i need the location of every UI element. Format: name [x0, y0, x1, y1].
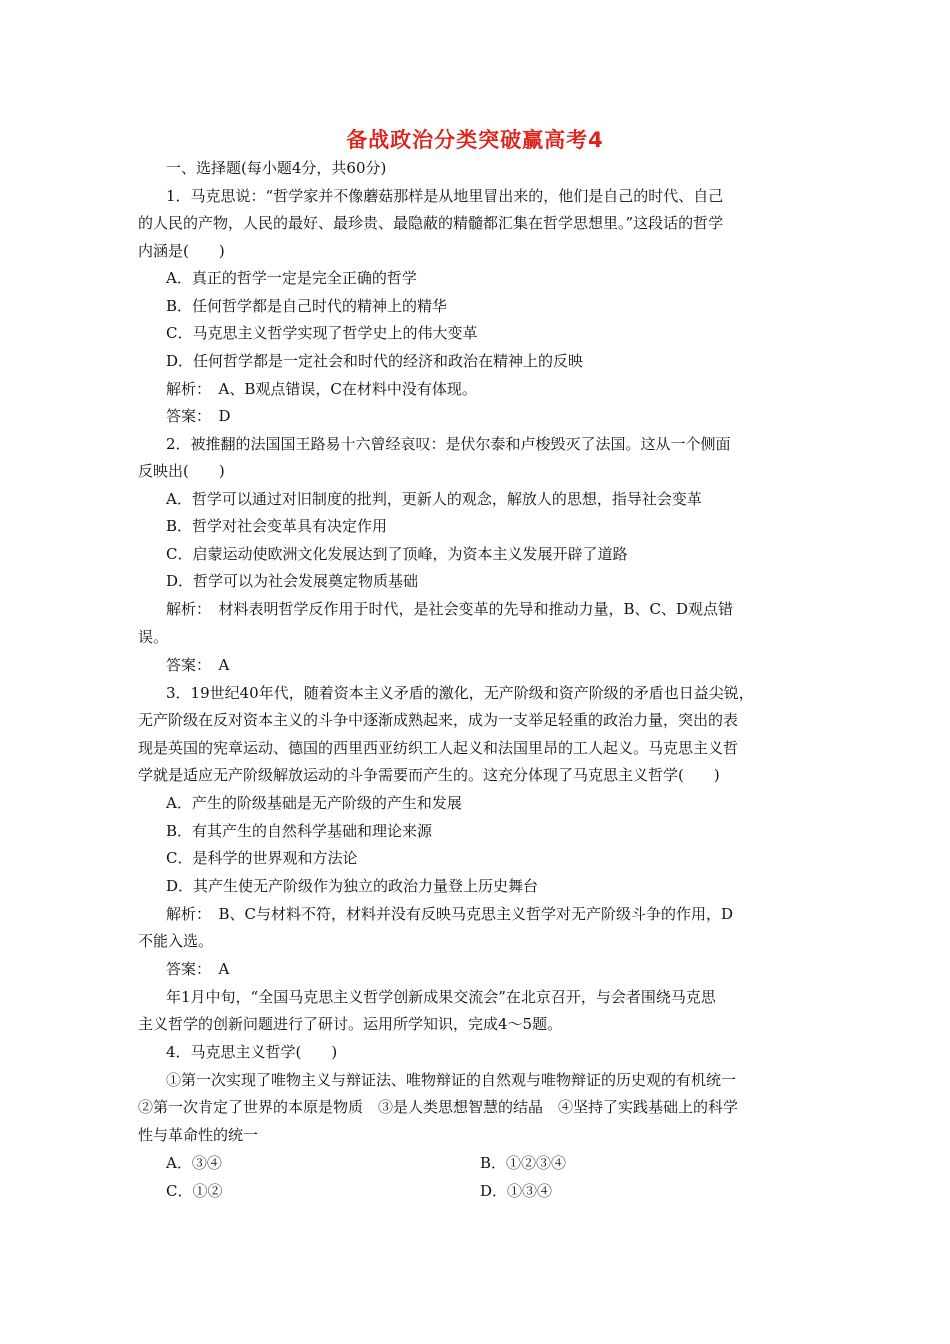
q1-stem-line2: 的人民的产物，人民的最好、最珍贵、最隐蔽的精髓都汇集在哲学思想里。”这段话的哲学 — [138, 214, 724, 232]
q1-explanation: 解析： A、B观点错误，C在材料中没有体现。 — [166, 380, 477, 398]
q1-stem-line3: 内涵是( ) — [138, 242, 225, 260]
page-title: 备战政治分类突破赢高考4 — [346, 128, 604, 152]
q3-option-a: A．产生的阶级基础是无产阶级的产生和发展 — [166, 794, 462, 812]
q1-answer: 答案： D — [166, 407, 231, 425]
q2-stem-line1: 2．被推翻的法国国王路易十六曾经哀叹：是伏尔泰和卢梭毁灭了法国。这从一个侧面 — [166, 435, 731, 453]
q3-stem-line2: 无产阶级在反对资本主义的斗争中逐渐成熟起来，成为一支举足轻重的政治力量，突出的表 — [138, 711, 739, 729]
q2-option-d: D．哲学可以为社会发展奠定物质基础 — [166, 572, 419, 590]
q2-option-a: A．哲学可以通过对旧制度的批判，更新人的观念，解放人的思想，指导社会变革 — [166, 490, 702, 508]
q3-stem-line4: 学就是适应无产阶级解放运动的斗争需要而产生的。这充分体现了马克思主义哲学( ) — [138, 766, 720, 784]
q1-option-c: C．马克思主义哲学实现了哲学史上的伟大变革 — [166, 324, 478, 342]
q1-option-d: D．任何哲学都是一定社会和时代的经济和政治在精神上的反映 — [166, 352, 584, 370]
q2-option-b: B．哲学对社会变革具有决定作用 — [166, 517, 388, 535]
q4-stem-line4: 性与革命性的统一 — [138, 1126, 259, 1144]
q2-option-c: C．启蒙运动使欧洲文化发展达到了顶峰，为资本主义发展开辟了道路 — [166, 545, 628, 563]
q3-answer: 答案： A — [166, 960, 230, 978]
q4-stem-line1: 4．马克思主义哲学( ) — [166, 1043, 338, 1061]
q2-answer: 答案： A — [166, 656, 230, 674]
material-intro-line2: 主义哲学的创新问题进行了研讨。运用所学知识，完成4～5题。 — [138, 1015, 563, 1033]
q4-stem-line3: ②第一次肯定了世界的本原是物质 ③是人类思想智慧的结晶 ④坚持了实践基础上的科学 — [138, 1098, 739, 1116]
section-heading: 一、选择题(每小题4分，共60分) — [166, 159, 387, 177]
q1-option-b: B．任何哲学都是自己时代的精神上的精华 — [166, 297, 448, 315]
material-intro-line1: 年1月中旬，“全国马克思主义哲学创新成果交流会”在北京召开，与会者围绕马克思 — [166, 988, 716, 1006]
q3-explanation-line1: 解析： B、C与材料不符，材料并没有反映马克思主义哲学对无产阶级斗争的作用，D — [166, 905, 734, 923]
q3-option-b: B．有其产生的自然科学基础和理论来源 — [166, 822, 433, 840]
q1-stem-line1: 1．马克思说：“哲学家并不像蘑菇那样是从地里冒出来的，他们是自己的时代、自己 — [166, 187, 724, 205]
q3-option-c: C．是科学的世界观和方法论 — [166, 849, 358, 867]
q3-stem-line1: 3．19世纪40年代，随着资本主义矛盾的激化，无产阶级和资产阶级的矛盾也日益尖锐， — [166, 684, 754, 702]
q2-explanation-line2: 误。 — [138, 628, 169, 646]
q4-option-b: B．①②③④ — [480, 1154, 567, 1172]
q4-option-d: D．①③④ — [480, 1182, 553, 1200]
q3-option-d: D．其产生使无产阶级作为独立的政治力量登上历史舞台 — [166, 877, 539, 895]
q2-stem-line2: 反映出( ) — [138, 462, 225, 480]
q4-stem-line2: ①第一次实现了唯物主义与辩证法、唯物辩证的自然观与唯物辩证的历史观的有机统一 — [166, 1071, 737, 1089]
q3-explanation-line2: 不能入选。 — [138, 932, 214, 950]
q2-explanation-line1: 解析： 材料表明哲学反作用于时代，是社会变革的先导和推动力量，B、C、D观点错 — [166, 600, 734, 618]
q4-option-a: A．③④ — [166, 1154, 222, 1172]
q3-stem-line3: 现是英国的宪章运动、德国的西里西亚纺织工人起义和法国里昂的工人起义。马克思主义哲 — [138, 739, 739, 757]
q4-option-c: C．①② — [166, 1182, 223, 1200]
q1-option-a: A．真正的哲学一定是完全正确的哲学 — [166, 269, 417, 287]
